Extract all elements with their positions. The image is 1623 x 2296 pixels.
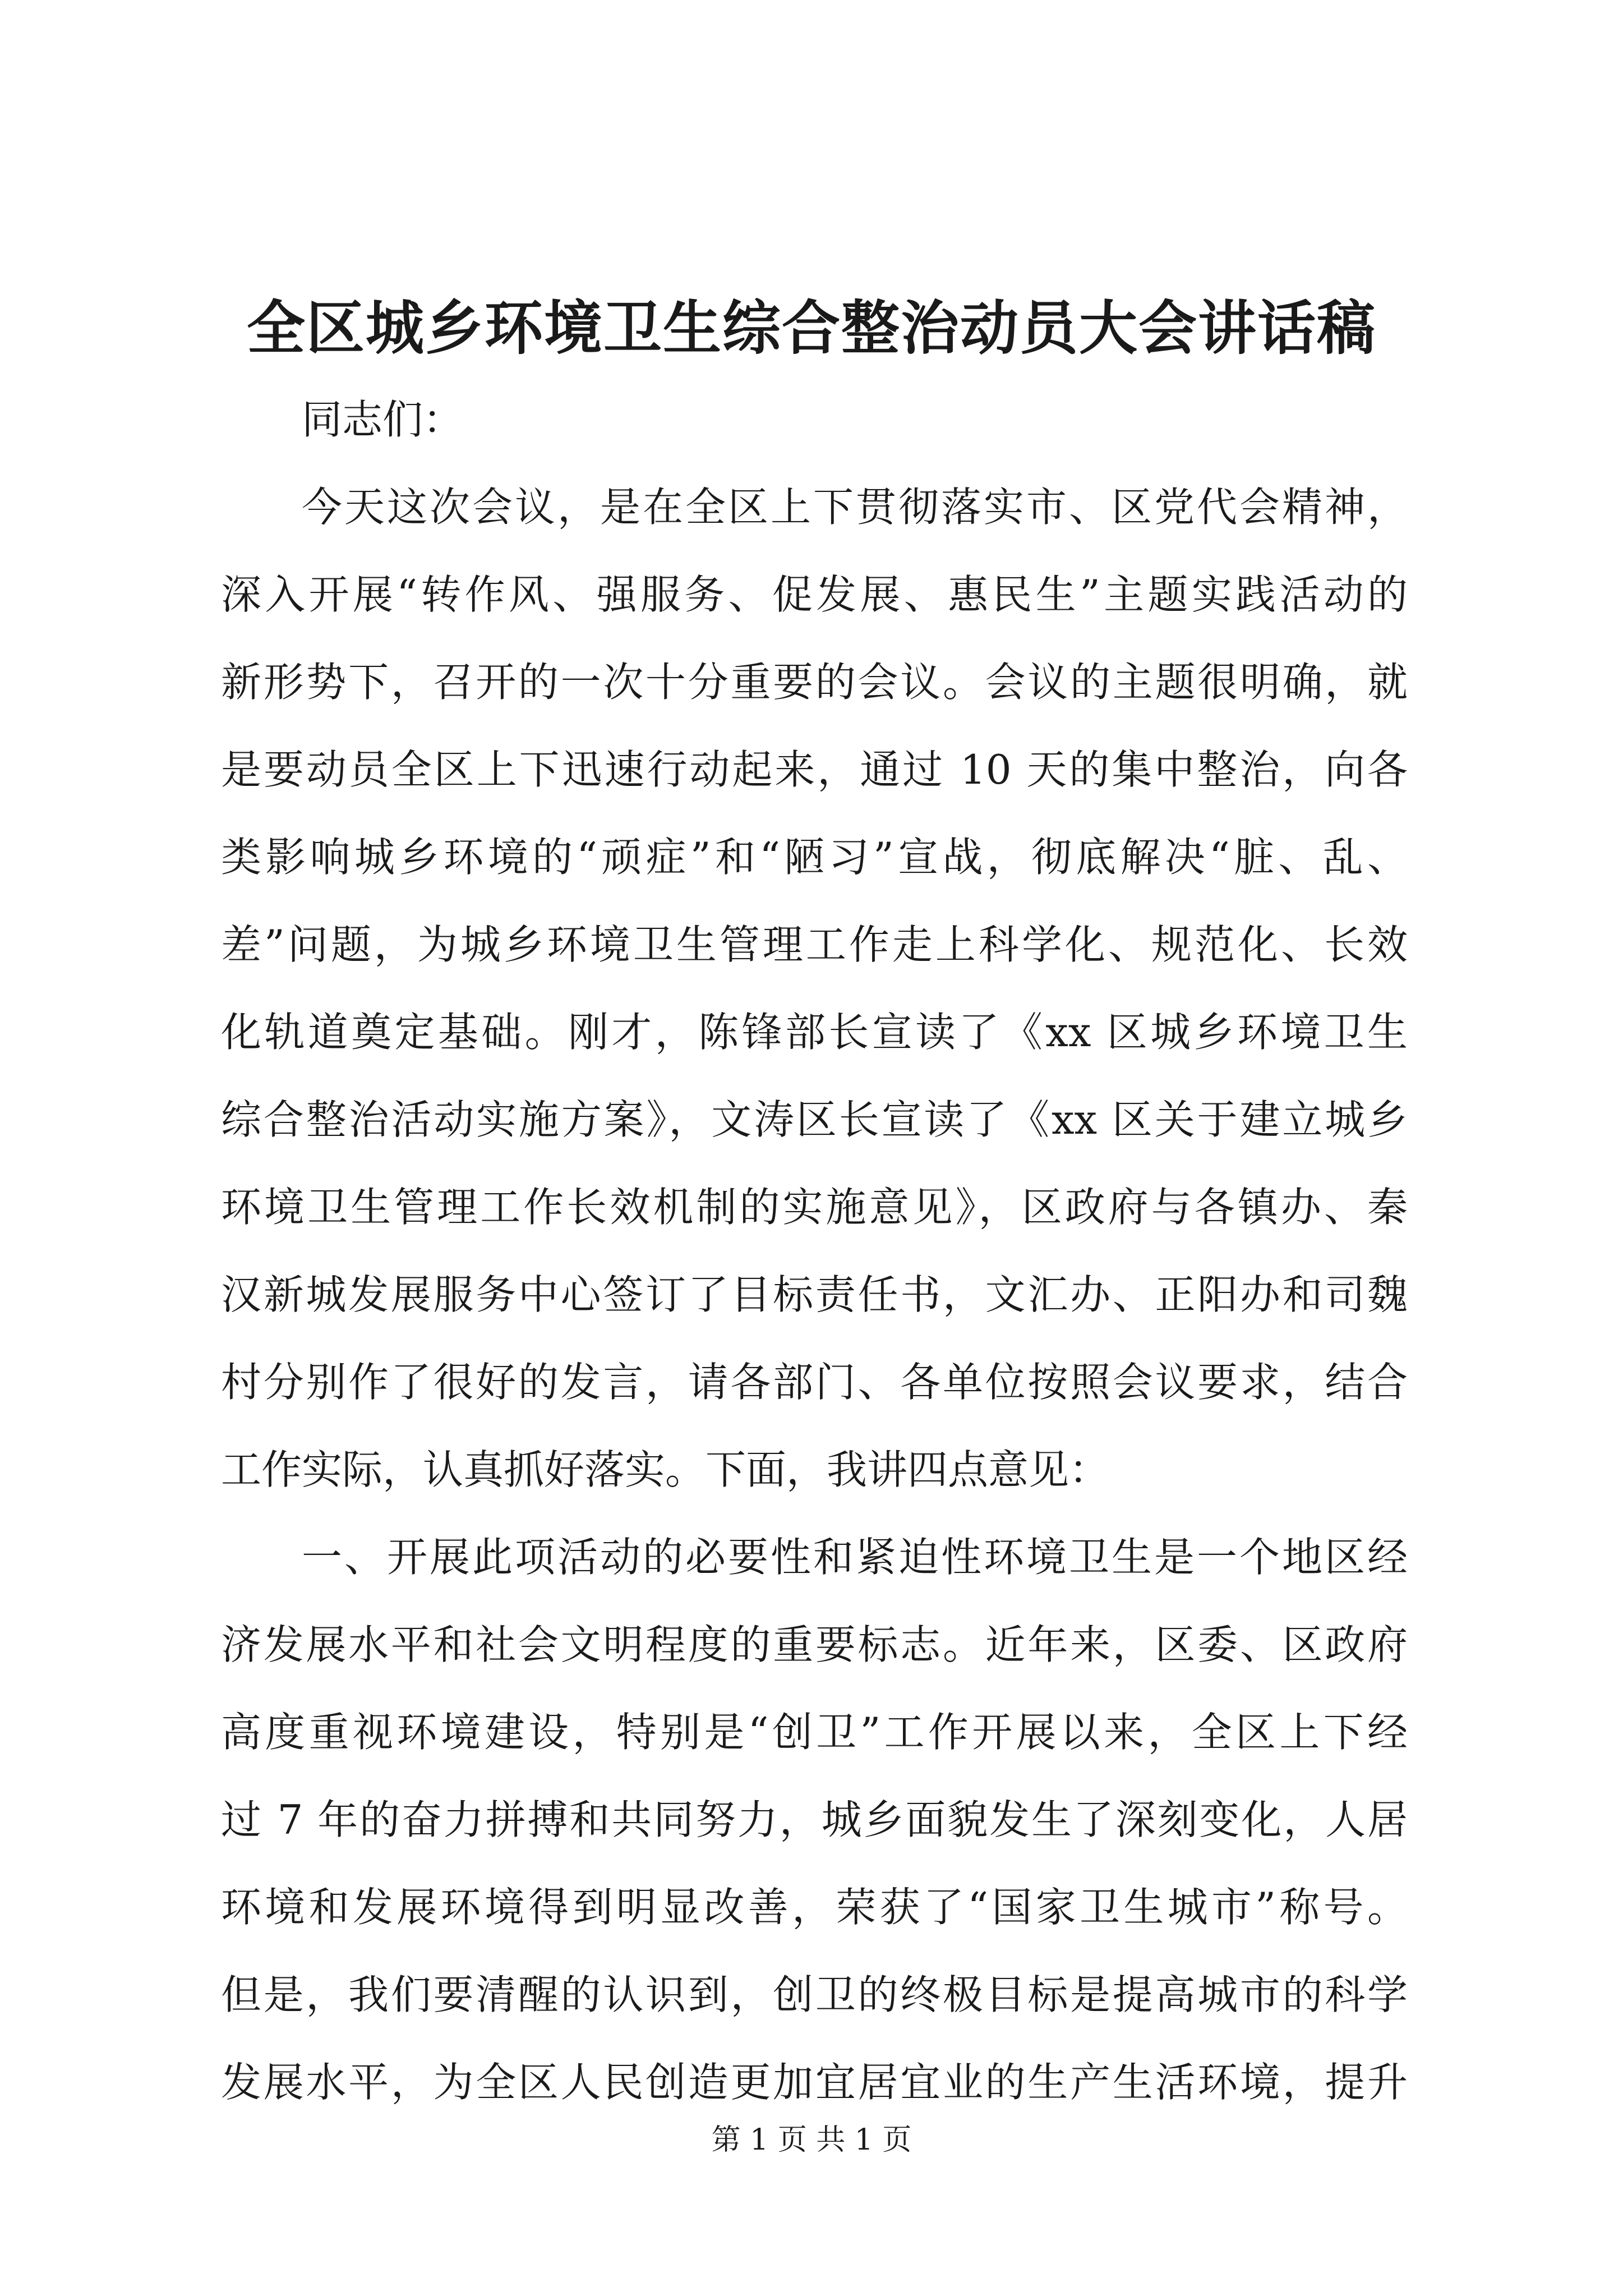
paragraph-line: 类影响城乡环境的“顽症”和“陋习”宣战，彻底解决“脏、乱、 (221, 834, 1408, 881)
paragraph-line: 汉新城发展服务中心签订了目标责任书，文汇办、正阳办和司魏 (221, 1271, 1408, 1318)
paragraph-line: 但是，我们要清醒的认识到，创卫的终极目标是提高城市的科学 (221, 1971, 1408, 2018)
paragraph-line: 深入开展“转作风、强服务、促发展、惠民生”主题实践活动的 (221, 571, 1408, 618)
paragraph-line: 环境卫生管理工作长效机制的实施意见》，区政府与各镇办、秦 (221, 1184, 1408, 1231)
paragraph-line: 今天这次会议，是在全区上下贯彻落实市、区党代会精神， (302, 484, 1408, 531)
page-number-footer: 第 1 页 共 1 页 (711, 2123, 912, 2157)
paragraph-line: 化轨道奠定基础。刚才，陈锋部长宣读了《xx 区城乡环境卫生 (221, 1009, 1408, 1056)
paragraph-line: 是要动员全区上下迅速行动起来，通过 10 天的集中整治，向各 (221, 746, 1408, 793)
paragraph-line: 环境和发展环境得到明显改善，荣获了“国家卫生城市”称号。 (221, 1884, 1408, 1931)
paragraph-line: 济发展水平和社会文明程度的重要标志。近年来，区委、区政府 (221, 1621, 1408, 1668)
paragraph-line: 新形势下，召开的一次十分重要的会议。会议的主题很明确，就 (221, 659, 1408, 706)
paragraph-line: 一、开展此项活动的必要性和紧迫性环境卫生是一个地区经 (302, 1534, 1408, 1581)
document-title: 全区城乡环境卫生综合整治动员大会讲话稿 (246, 293, 1376, 362)
paragraph-line: 综合整治活动实施方案》，文涛区长宣读了《xx 区关于建立城乡 (221, 1096, 1408, 1143)
paragraph-line: 过 7 年的奋力拼搏和共同努力，城乡面貌发生了深刻变化，人居 (221, 1796, 1408, 1843)
paragraph-line: 村分别作了很好的发言，请各部门、各单位按照会议要求，结合 (221, 1359, 1408, 1406)
paragraph-line: 发展水平，为全区人民创造更加宜居宜业的生产生活环境，提升 (221, 2059, 1408, 2106)
document-body (221, 376, 1408, 2126)
salutation: 同志们： (302, 396, 464, 443)
paragraph-line: 差”问题，为城乡环境卫生管理工作走上科学化、规范化、长效 (221, 921, 1408, 968)
paragraph-line: 工作实际，认真抓好落实。下面，我讲四点意见： (221, 1446, 1110, 1493)
paragraph-line: 高度重视环境建设，特别是“创卫”工作开展以来，全区上下经 (221, 1709, 1408, 1756)
